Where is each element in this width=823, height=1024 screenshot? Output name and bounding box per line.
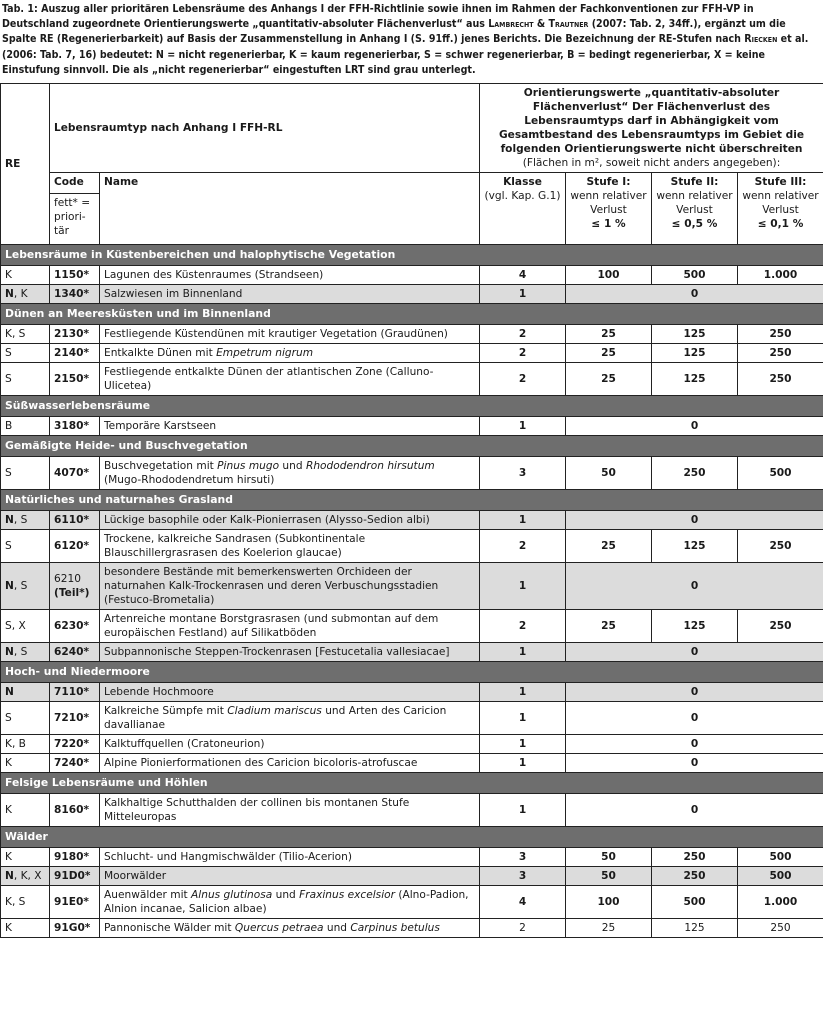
stufe-cell: 250 <box>652 457 738 490</box>
klasse-cell: 1 <box>480 735 566 754</box>
code-cell: 9180* <box>50 848 100 867</box>
stufe-cell: 250 <box>738 610 823 643</box>
klasse-cell: 3 <box>480 457 566 490</box>
table-row <box>1 344 823 363</box>
name-cell: Lagunen des Küstenraumes (Strandseen) <box>100 266 480 285</box>
section-title: Lebensräume in Küstenbereichen und halophytische Vegetation <box>1 245 823 266</box>
stufe-cell: 100 <box>566 266 652 285</box>
code-cell: 6110* <box>50 511 100 530</box>
name-cell: Artenreiche montane Borstgrasrasen (und submontan auf dem europäischen Festland) auf Silikatböden <box>100 610 480 643</box>
re-cell: N, S <box>1 643 50 662</box>
section-row <box>1 436 823 457</box>
table-row <box>1 563 823 610</box>
code-cell: 2150* <box>50 363 100 396</box>
table-row <box>1 266 823 285</box>
lrt-header: Lebensraumtyp nach Anhang I FFH-RL <box>50 84 480 173</box>
section-title: Wälder <box>1 827 823 848</box>
zero-cell: 0 <box>566 511 823 530</box>
table-row <box>1 417 823 436</box>
table-row <box>1 848 823 867</box>
klasse-cell: 1 <box>480 417 566 436</box>
table-row <box>1 511 823 530</box>
section-row <box>1 490 823 511</box>
code-note: fett* = priori-tär <box>50 194 100 245</box>
stufe-cell: 50 <box>566 848 652 867</box>
code-cell: 7210* <box>50 702 100 735</box>
stufe3-header: Stufe III: wenn relativer Verlust ≤ 0,1 % <box>738 173 823 245</box>
zero-cell: 0 <box>566 563 823 610</box>
stufe-cell: 500 <box>652 886 738 919</box>
zero-cell: 0 <box>566 643 823 662</box>
code-header: Code <box>50 173 100 194</box>
table-row <box>1 285 823 304</box>
klasse-cell: 2 <box>480 325 566 344</box>
re-cell: K <box>1 848 50 867</box>
code-cell: 91E0* <box>50 886 100 919</box>
name-cell: Temporäre Karstseen <box>100 417 480 436</box>
stufe-cell: 125 <box>652 919 738 938</box>
name-cell: Subpannonische Steppen-Trockenrasen [Festucetalia vallesiacae] <box>100 643 480 662</box>
stufe-cell: 25 <box>566 325 652 344</box>
re-cell: N, K, X <box>1 867 50 886</box>
klasse-cell: 2 <box>480 344 566 363</box>
section-title: Natürliches und naturnahes Grasland <box>1 490 823 511</box>
re-cell: S <box>1 363 50 396</box>
stufe-cell: 250 <box>652 848 738 867</box>
table-row <box>1 754 823 773</box>
section-title: Felsige Lebensräume und Höhlen <box>1 773 823 794</box>
klasse-cell: 2 <box>480 610 566 643</box>
zero-cell: 0 <box>566 794 823 827</box>
code-cell: 6210 (Teil*) <box>50 563 100 610</box>
code-cell: 1150* <box>50 266 100 285</box>
stufe-cell: 250 <box>738 344 823 363</box>
zero-cell: 0 <box>566 285 823 304</box>
section-row <box>1 245 823 266</box>
name-cell: Lebende Hochmoore <box>100 683 480 702</box>
code-cell: 2140* <box>50 344 100 363</box>
table-row <box>1 683 823 702</box>
stufe-cell: 500 <box>738 867 823 886</box>
zero-cell: 0 <box>566 417 823 436</box>
stufe-cell: 125 <box>652 344 738 363</box>
re-cell: S, X <box>1 610 50 643</box>
klasse-cell: 2 <box>480 363 566 396</box>
section-row <box>1 304 823 325</box>
name-cell: Salzwiesen im Binnenland <box>100 285 480 304</box>
stufe1-header: Stufe I: wenn relativer Verlust ≤ 1 % <box>566 173 652 245</box>
table-row <box>1 702 823 735</box>
stufe-cell: 1.000 <box>738 266 823 285</box>
name-cell: Trockene, kalkreiche Sandrasen (Subkontinentale Blauschillergrasrasen des Koelerion glaucae) <box>100 530 480 563</box>
re-cell: B <box>1 417 50 436</box>
klasse-cell: 1 <box>480 683 566 702</box>
name-cell: besondere Bestände mit bemerkenswerten Orchideen der naturnahen Kalk-Trockenrasen und deren Verbuschungsstadien (Festuco-Brometalia) <box>100 563 480 610</box>
section-row <box>1 773 823 794</box>
klasse-cell: 1 <box>480 794 566 827</box>
name-cell: Kalktuffquellen (Cratoneurion) <box>100 735 480 754</box>
stufe-cell: 500 <box>652 266 738 285</box>
name-cell: Entkalkte Dünen mit Empetrum nigrum <box>100 344 480 363</box>
re-cell: S <box>1 530 50 563</box>
section-row <box>1 662 823 683</box>
stufe-cell: 500 <box>738 457 823 490</box>
klasse-cell: 2 <box>480 530 566 563</box>
stufe-cell: 125 <box>652 610 738 643</box>
orientation-header: Orientierungswerte „quantitativ-absoluter Flächenverlust“ Der Flächenverlust des Lebensraumtyps darf in Abhängigkeit vom Gesamtbestand des Lebensraumtyps im Gebiet die folgenden Orientierungswerte nicht überschreiten (Flächen in m², soweit nicht anders angegeben): <box>480 84 823 173</box>
stufe-cell: 25 <box>566 919 652 938</box>
klasse-cell: 1 <box>480 563 566 610</box>
re-cell: N, S <box>1 563 50 610</box>
name-cell: Auenwälder mit Alnus glutinosa und Fraxinus excelsior (Alno-Padion, Alnion incanae, Salicion albae) <box>100 886 480 919</box>
re-cell: S <box>1 457 50 490</box>
klasse-cell: 2 <box>480 919 566 938</box>
klasse-cell: 4 <box>480 266 566 285</box>
code-cell: 4070* <box>50 457 100 490</box>
code-cell: 6120* <box>50 530 100 563</box>
table-row <box>1 919 823 938</box>
stufe-cell: 100 <box>566 886 652 919</box>
section-title: Gemäßigte Heide- und Buschvegetation <box>1 436 823 457</box>
stufe-cell: 250 <box>652 867 738 886</box>
klasse-cell: 3 <box>480 867 566 886</box>
table-row <box>1 363 823 396</box>
re-cell: N, S <box>1 511 50 530</box>
section-row <box>1 827 823 848</box>
re-cell: K, S <box>1 886 50 919</box>
stufe-cell: 1.000 <box>738 886 823 919</box>
stufe-cell: 250 <box>738 530 823 563</box>
re-cell: K <box>1 919 50 938</box>
name-cell: Festliegende entkalkte Dünen der atlantischen Zone (Calluno-Ulicetea) <box>100 363 480 396</box>
re-cell: S <box>1 702 50 735</box>
table-row <box>1 794 823 827</box>
name-cell: Pannonische Wälder mit Quercus petraea und Carpinus betulus <box>100 919 480 938</box>
stufe-cell: 25 <box>566 610 652 643</box>
stufe-cell: 500 <box>738 848 823 867</box>
stufe-cell: 250 <box>738 919 823 938</box>
zero-cell: 0 <box>566 683 823 702</box>
stufe2-header: Stufe II: wenn relativer Verlust ≤ 0,5 % <box>652 173 738 245</box>
stufe-cell: 125 <box>652 530 738 563</box>
re-cell: N, K <box>1 285 50 304</box>
klasse-cell: 1 <box>480 643 566 662</box>
code-cell: 8160* <box>50 794 100 827</box>
code-cell: 7240* <box>50 754 100 773</box>
re-cell: K, S <box>1 325 50 344</box>
table-row <box>1 530 823 563</box>
klasse-cell: 1 <box>480 285 566 304</box>
table-row <box>1 610 823 643</box>
stufe-cell: 125 <box>652 363 738 396</box>
code-cell: 1340* <box>50 285 100 304</box>
klasse-cell: 1 <box>480 754 566 773</box>
re-cell: S <box>1 344 50 363</box>
section-title: Dünen an Meeresküsten und im Binnenland <box>1 304 823 325</box>
name-cell: Kalkhaltige Schutthalden der collinen bis montanen Stufe Mitteleuropas <box>100 794 480 827</box>
re-cell: K <box>1 794 50 827</box>
zero-cell: 0 <box>566 735 823 754</box>
habitat-table <box>0 83 823 938</box>
stufe-cell: 25 <box>566 530 652 563</box>
code-cell: 91G0* <box>50 919 100 938</box>
stufe-cell: 125 <box>652 325 738 344</box>
re-cell: K <box>1 266 50 285</box>
table-row <box>1 867 823 886</box>
code-cell: 6230* <box>50 610 100 643</box>
stufe-cell: 50 <box>566 867 652 886</box>
klasse-cell: 1 <box>480 511 566 530</box>
name-cell: Moorwälder <box>100 867 480 886</box>
table-body <box>1 245 823 938</box>
code-cell: 2130* <box>50 325 100 344</box>
name-cell: Lückige basophile oder Kalk-Pionierrasen (Alysso-Sedion albi) <box>100 511 480 530</box>
name-cell: Buschvegetation mit Pinus mugo und Rhododendron hirsutum (Mugo-Rhododendretum hirsuti) <box>100 457 480 490</box>
code-cell: 7110* <box>50 683 100 702</box>
klasse-cell: 4 <box>480 886 566 919</box>
code-cell: 91D0* <box>50 867 100 886</box>
re-cell: N <box>1 683 50 702</box>
zero-cell: 0 <box>566 754 823 773</box>
re-cell: K <box>1 754 50 773</box>
section-row <box>1 396 823 417</box>
stufe-cell: 25 <box>566 344 652 363</box>
table-row <box>1 325 823 344</box>
klasse-cell: 3 <box>480 848 566 867</box>
name-cell: Kalkreiche Sümpfe mit Cladium mariscus und Arten des Caricion davallianae <box>100 702 480 735</box>
name-cell: Schlucht- und Hangmischwälder (Tilio-Acerion) <box>100 848 480 867</box>
stufe-cell: 25 <box>566 363 652 396</box>
name-cell: Alpine Pionierformationen des Caricion bicoloris-atrofuscae <box>100 754 480 773</box>
name-header: Name <box>100 173 480 245</box>
klasse-cell: 1 <box>480 702 566 735</box>
table-caption: Tab. 1: Auszug aller prioritären Lebensräume des Anhangs I der FFH-Richtlinie sowie ihnen im Rahmen der Fachkonventionen zur FFH-VP in Deutschland zugeordnete Orientierungswerte „quantitativ-absoluter Flächenverlust“ aus Lambrecht & Trautner (2007: Tab. 2, 34ff.), ergänzt um die Spalte RE (Regenerierbarkeit) auf Basis der Zusammenstellung in Anhang I (S. 91ff.) jenes Berichts. Die Bezeichnung der RE-Stufen nach Riecken et al. (2006: Tab. 7, 16) bedeutet: N = nicht regenerierbar, K = kaum regenerierbar, S = schwer regenerierbar, B = bedingt regenerierbar, X = keine Einstufung sinnvoll. Die als „nicht regenerierbar“ eingestuften LRT sind grau unterlegt. <box>2 3 809 76</box>
code-cell: 3180* <box>50 417 100 436</box>
section-title: Hoch- und Niedermoore <box>1 662 823 683</box>
section-title: Süßwasserlebensräume <box>1 396 823 417</box>
code-cell: 6240* <box>50 643 100 662</box>
re-cell: K, B <box>1 735 50 754</box>
re-header: RE <box>1 84 50 245</box>
stufe-cell: 50 <box>566 457 652 490</box>
table-row <box>1 735 823 754</box>
code-cell: 7220* <box>50 735 100 754</box>
stufe-cell: 250 <box>738 363 823 396</box>
klasse-header: Klasse (vgl. Kap. G.1) <box>480 173 566 245</box>
zero-cell: 0 <box>566 702 823 735</box>
name-cell: Festliegende Küstendünen mit krautiger Vegetation (Graudünen) <box>100 325 480 344</box>
stufe-cell: 250 <box>738 325 823 344</box>
table-row <box>1 457 823 490</box>
table-row <box>1 643 823 662</box>
table-row <box>1 886 823 919</box>
